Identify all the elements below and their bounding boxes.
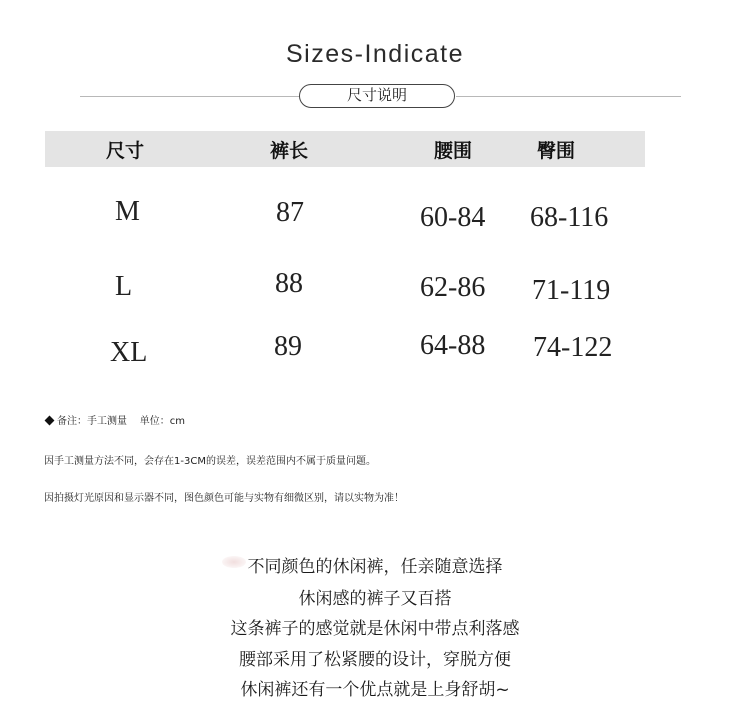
column-header-size: 尺寸 [106,140,145,162]
size-cell: L [115,271,133,302]
waist-cell: 60-84 [420,202,486,233]
description-line: 不同颜色的休闲裤，任亲随意选择 [247,557,503,577]
section-subtitle-pill: 尺寸说明 [299,84,455,108]
description-line: 这条裤子的感觉就是休闲中带点利落感 [230,619,520,639]
hip-cell: 74-122 [533,332,613,363]
title-divider-right [456,96,681,97]
column-header-hip: 臀围 [537,140,576,162]
diamond-bullet-icon [45,416,55,426]
column-header-length: 裤长 [270,140,309,162]
description-line: 休闲感的裤子又百搭 [298,589,452,609]
hip-cell: 71-119 [532,275,611,306]
waist-cell: 62-86 [420,272,486,303]
measurement-note: 因手工测量方法不同，会存在1-3CM的误差，误差范围内不属于质量问题。 [44,456,376,467]
description-line: 腰部采用了松紧腰的设计，穿脱方便 [239,650,511,670]
title-divider-left [80,96,300,97]
description-line: 休闲裤还有一个优点就是上身舒胡~ [240,680,510,700]
color-note: 因拍摄灯光原因和显示器不同，图色颜色可能与实物有细微区别，请以实物为准！ [44,493,404,504]
length-cell: 88 [275,268,303,299]
size-cell: M [115,196,140,227]
hip-cell: 68-116 [530,202,609,233]
waist-cell: 64-88 [420,330,486,361]
remark-text: 备注：手工测量 单位：cm [57,416,185,427]
length-cell: 89 [274,331,302,362]
page-title: Sizes-Indicate [285,40,465,68]
column-header-waist: 腰围 [434,140,473,162]
remark-line [44,412,185,427]
size-cell: XL [110,337,148,368]
length-cell: 87 [276,197,304,228]
